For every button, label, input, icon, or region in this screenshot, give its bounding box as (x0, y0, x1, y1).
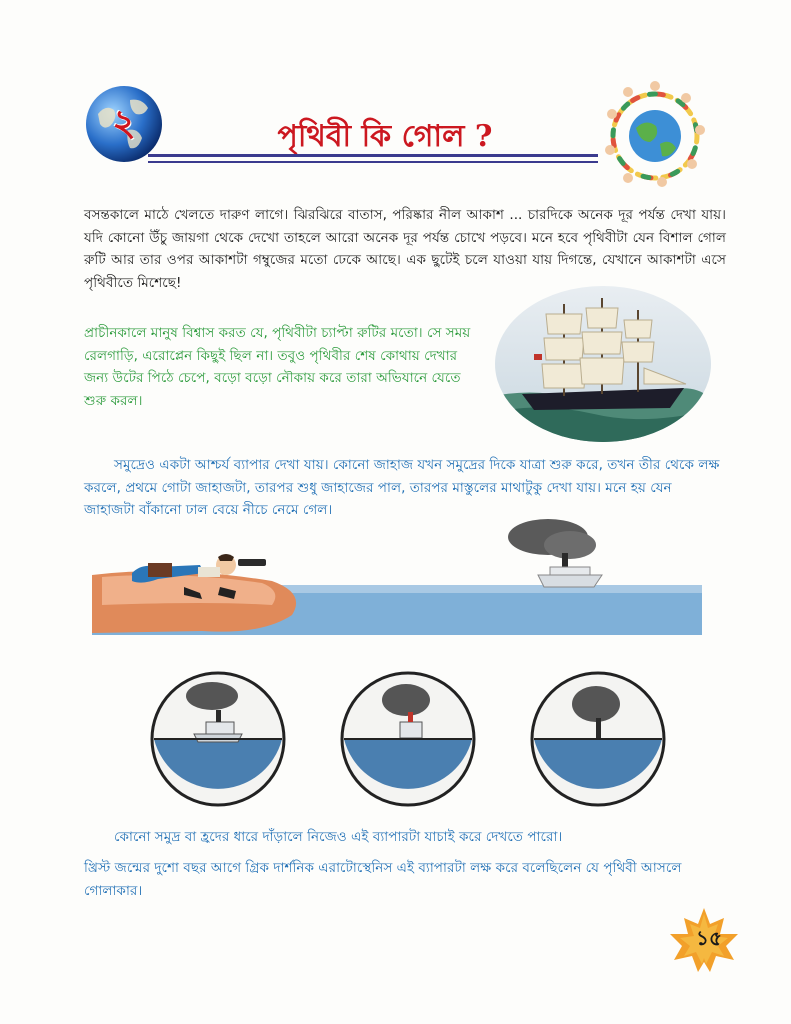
paragraph-spring-field: বসন্তকালে মাঠে খেলতে দারুণ লাগে। ঝিরঝিরে বাতাস, পরিষ্কার নীল আকাশ ... চারদিকে অনেক দূর পর্যন্ত দেখা যায়। যদি কোনো উঁচু জায়গা থেকে দেখো তাহলে আরো অনেক দূর পর্যন্ত চোখে পড়বে। মনে হবে পৃথিবীটা যেন বিশাল গোল রুটি আর তার ওপর আকাশটা গম্বুজের মতো ঢেকে আছে। এক ছুটেই চলে যাওয়া যায় দিগন্তে, যেখানে আকাশটা এসে পৃথিবীতে মিশেছে! (84, 207, 726, 291)
ship-partial-view (342, 673, 474, 805)
chapter-number: ২ (112, 102, 136, 144)
paragraph-check-yourself: কোনো সমুদ্র বা হ্রদের ধারে দাঁড়ালে নিজেও এই ব্যাপারটা যাচাই করে দেখতে পারো। (114, 829, 563, 845)
page-title: পৃথিবী কি গোল ? (277, 119, 493, 154)
paragraph-eratosthenes: খ্রিস্ট জন্মের দুশো বছর আগে গ্রিক দার্শনিক এরাটোস্থেনিস এই ব্যাপারটা লক্ষ করে বলেছিলেন যে পৃথিবী আসলে গোলাকার। (84, 860, 682, 899)
children-around-globe-illustration (600, 78, 710, 190)
paragraph-ancient-belief: প্রাচীনকালে মানুষ বিশ্বাস করত যে, পৃথিবীটা চ্যাপ্টা রুটির মতো। সে সময় রেলগাড়ি, এরোপ্লেন কিছুই ছিল না। তবুও পৃথিবীর শেষ কোথায় দেখার জন্য উটের পিঠে চেপে, বড়ো বড়ো নৌকায় করে তারা অভিযানে যেতে শুরু করল। (84, 325, 471, 409)
ship-horizon-sequence-illustration (150, 660, 710, 818)
page-number: ১৫ (696, 926, 722, 950)
ship-smoke-only-view (532, 673, 664, 805)
ship-full-view (152, 673, 284, 805)
boy-watching-ship-illustration (92, 515, 702, 635)
title-underline-2 (148, 161, 598, 163)
distant-steamship (508, 519, 602, 587)
title-underline (148, 154, 598, 157)
paragraph-ship-horizon: সমুদ্রেও একটা আশ্চর্য ব্যাপার দেখা যায়। কোনো জাহাজ যখন সমুদ্রের দিকে যাত্রা শুরু করে, তখন তীর থেকে লক্ষ করলে, প্রথমে গোটা জাহাজটা, তারপর শুধু জাহাজের পাল, তারপর মাস্তুলের মাথাটুকু দেখা যায়। মনে হয় যেন জাহাজটা বাঁকানো ঢাল বেয়ে নীচে নেমে গেল। (84, 457, 720, 518)
sailing-ship-illustration (494, 284, 712, 444)
